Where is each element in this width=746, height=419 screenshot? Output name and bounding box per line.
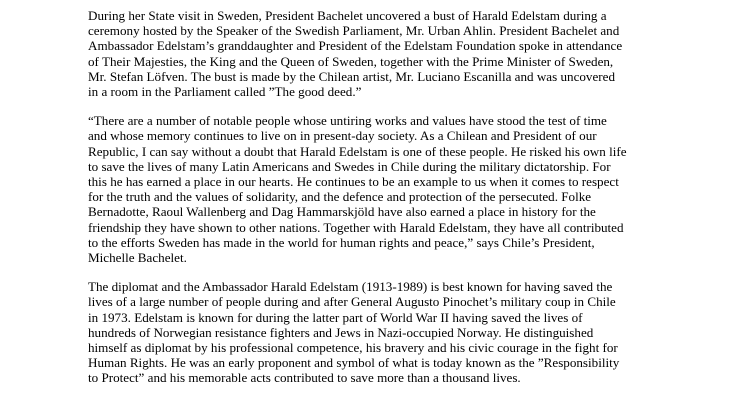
text-line: himself as diplomat by his professional competence, his bravery and his civic courage in the fight for: [88, 340, 618, 356]
text-line: this he has earned a place in our hearts. He continues to be an example to us when it comes to respect: [88, 174, 619, 190]
text-line: “There are a number of notable people whose untiring works and values have stood the test of time: [88, 113, 607, 129]
text-line: of Their Majesties, the King and the Queen of Sweden, together with the Prime Minister of Sweden,: [88, 53, 614, 69]
text-line: for the truth and the values of solidarity, and the defence and protection of the persecuted. Folke: [88, 189, 592, 205]
text-line: ceremony hosted by the Speaker of the Swedish Parliament, Mr. Urban Ahlin. President Bachelet and: [88, 23, 620, 39]
paragraph-state-visit: [88, 8, 708, 99]
text-line: Republic, I can say without a doubt that Harald Edelstam is one of these people. He risked his own life: [88, 143, 627, 159]
text-line: to Protect” and his memorable acts contributed to save more than a thousand lives.: [88, 370, 521, 386]
text-line: and whose memory continues to live on in present-day society. As a Chilean and President of our: [88, 128, 597, 144]
text-line: to the efforts Sweden has made in the world for human rights and peace,” says Chile’s President,: [88, 234, 595, 250]
text-line: Human Rights. He was an early proponent and symbol of what is today known as the ”Responsibility: [88, 355, 620, 371]
text-line: in a room in the Parliament called ”The good deed.”: [88, 84, 362, 100]
text-line: lives of a large number of people during and after General Augusto Pinochet’s military coup in Chile: [88, 294, 616, 310]
text-line: Bernadotte, Raoul Wallenberg and Dag Hammarskjöld have also earned a place in history for the: [88, 204, 596, 220]
text-line: Mr. Stefan Löfven. The bust is made by the Chilean artist, Mr. Luciano Escanilla and was uncovered: [88, 68, 616, 84]
text-line: Ambassador Edelstam’s granddaughter and President of the Edelstam Foundation spoke in attendance: [88, 38, 623, 54]
document-body: [88, 8, 708, 400]
text-line: in 1973. Edelstam is known for during the latter part of World War II having saved the lives of: [88, 309, 583, 325]
text-line: to save the lives of many Latin Americans and Swedes in Chile during the military dictatorship. For: [88, 158, 611, 174]
paragraph-bachelet-quote: [88, 113, 708, 265]
paragraph-edelstam-biography: [88, 279, 708, 385]
text-line: friendship they have shown to other nations. Together with Harald Edelstam, they have all contributed: [88, 219, 624, 235]
text-line: Michelle Bachelet.: [88, 250, 187, 266]
text-line: The diplomat and the Ambassador Harald Edelstam (1913-1989) is best known for having saved the: [88, 279, 613, 295]
text-line: hundreds of Norwegian resistance fighters and Jews in Nazi-occupied Norway. He distinguished: [88, 324, 594, 340]
text-line: During her State visit in Sweden, President Bachelet uncovered a bust of Harald Edelstam during a: [88, 8, 607, 23]
